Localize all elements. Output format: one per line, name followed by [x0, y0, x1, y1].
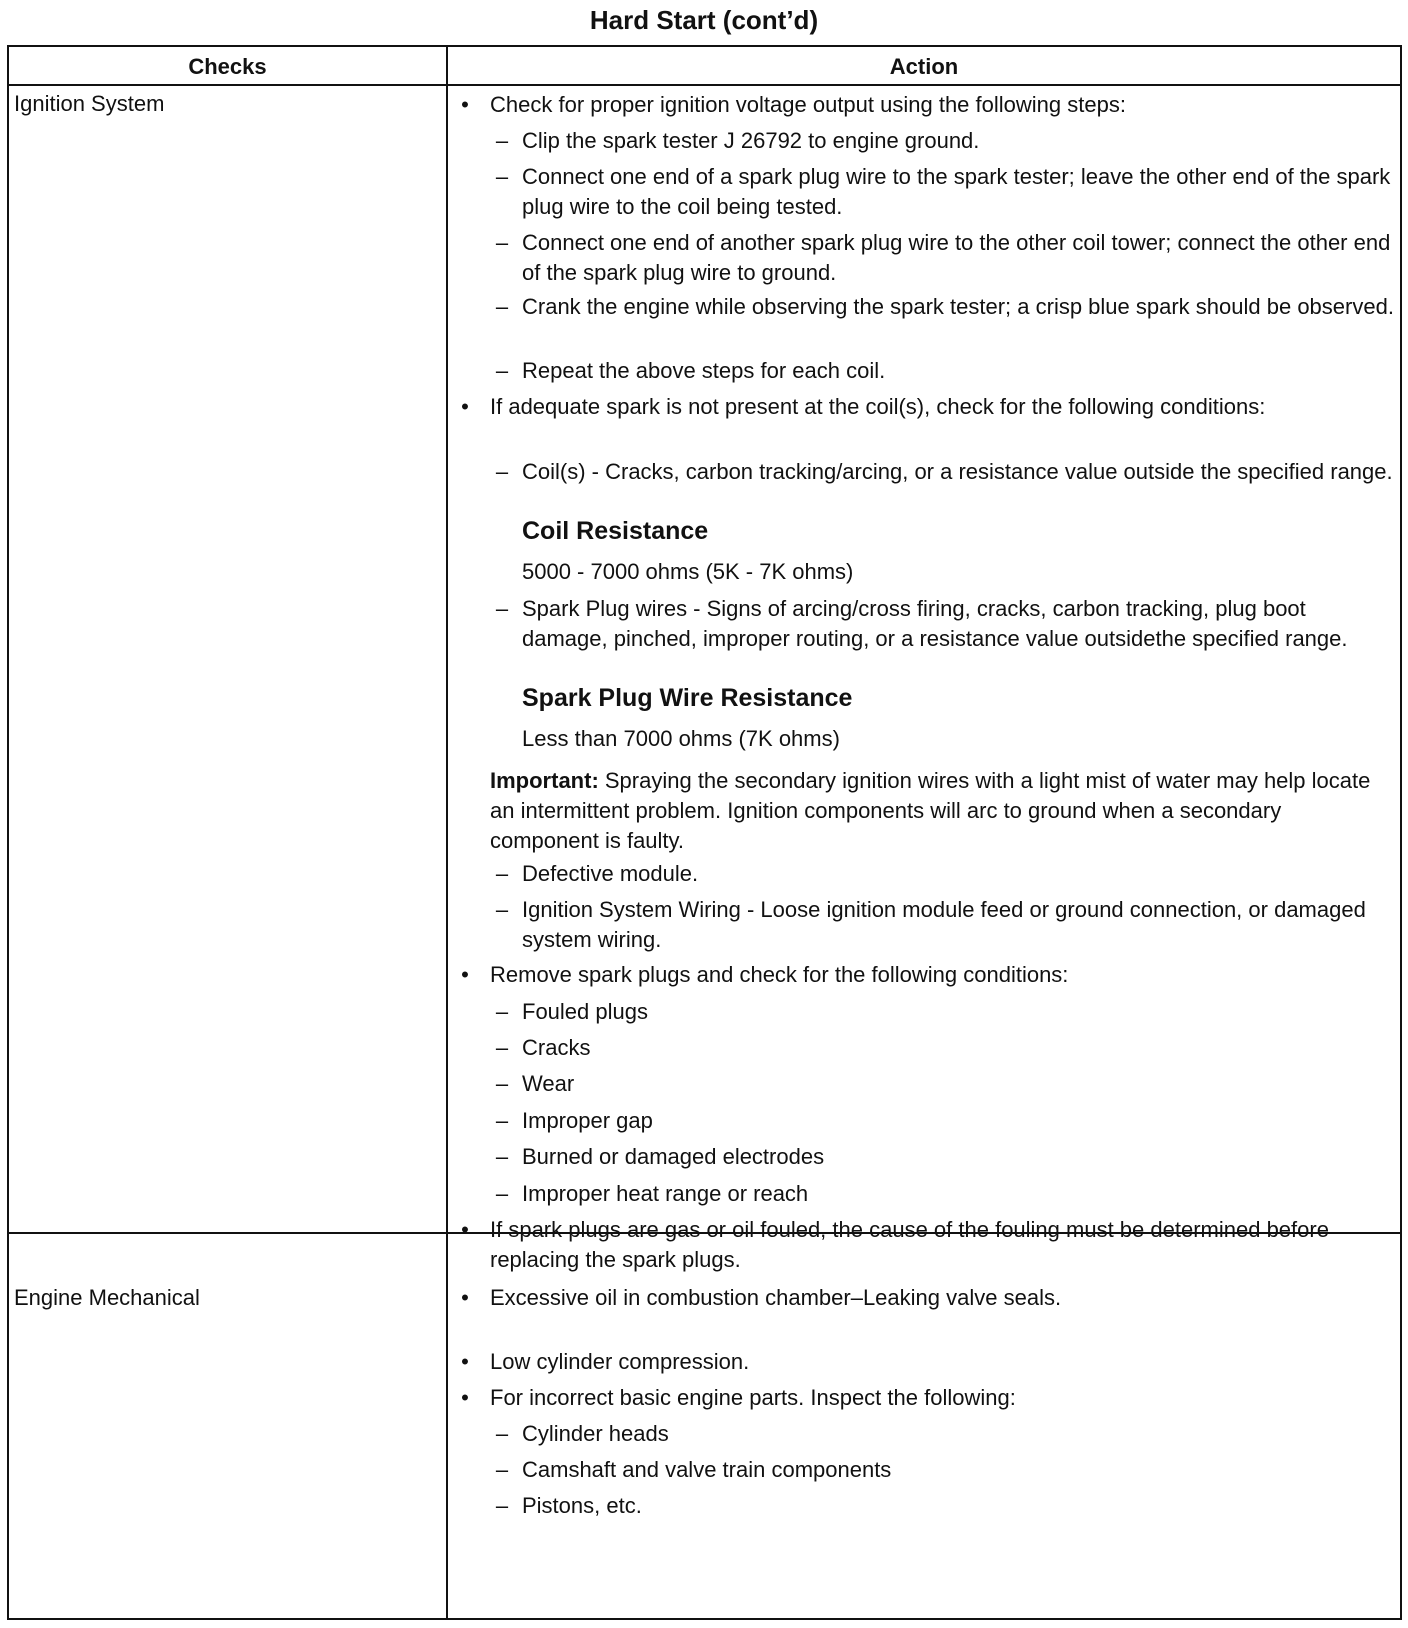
dash: – — [495, 358, 509, 383]
dash: – — [495, 861, 509, 886]
bullet: • — [461, 1285, 469, 1310]
action-bullet-text: If spark plugs are gas or oil fouled, the cause of the fouling must be determined before replacing the spark plugs. — [490, 1217, 1329, 1272]
dash: – — [495, 459, 509, 484]
action-bullet-text: Remove spark plugs and check for the following conditions: — [490, 962, 1069, 987]
inspect-item: Pistons, etc. — [522, 1493, 642, 1518]
column-divider — [446, 47, 448, 1618]
dash: – — [495, 294, 509, 319]
hard-start-table — [7, 45, 1402, 1620]
dash: – — [495, 230, 509, 255]
action-bullet-text: Excessive oil in combustion chamber–Leaking valve seals. — [490, 1285, 1062, 1310]
inspect-item: Cylinder heads — [522, 1421, 669, 1446]
dash: – — [495, 1108, 509, 1133]
condition-item: Cracks — [522, 1035, 591, 1060]
checks-header: Checks — [188, 54, 267, 79]
page-title: Hard Start (cont’d) — [589, 5, 819, 35]
important-note — [490, 766, 1394, 856]
dash: – — [495, 1421, 509, 1446]
important-text: Spraying the secondary ignition wires with a light mist of water may help locate an intermittent problem. Ignition components will arc to ground when a secondary component is faulty. — [490, 768, 1371, 853]
dash: – — [495, 1493, 509, 1518]
dash: – — [495, 1457, 509, 1482]
step-item: Connect one end of a spark plug wire to the spark tester; leave the other end of the spark plug wire to the coil being tested. — [522, 164, 1391, 219]
bullet: • — [461, 394, 469, 419]
action-bullet-text: For incorrect basic engine parts. Inspect the following: — [490, 1385, 1016, 1410]
step-item: Crank the engine while observing the spark tester; a crisp blue spark should be observed. — [522, 294, 1394, 319]
bullet: • — [461, 1385, 469, 1410]
condition-item: Improper heat range or reach — [522, 1181, 809, 1206]
action-header: Action — [889, 54, 959, 79]
spark-plug-wires-item: Spark Plug wires - Signs of arcing/cross firing, cracks, carbon tracking, plug boot damage, pinched, improper routing, or a resistance value outsidethe specified range. — [522, 596, 1348, 651]
wiring-item: Ignition System Wiring - Loose ignition module feed or ground connection, or damaged system wiring. — [522, 897, 1366, 952]
dash: – — [495, 164, 509, 189]
action-bullet-text: Check for proper ignition voltage output using the following steps: — [490, 92, 1126, 117]
dash: – — [495, 1035, 509, 1060]
module-item: Defective module. — [522, 861, 699, 886]
dash: – — [495, 596, 509, 621]
action-bullet-text: Low cylinder compression. — [490, 1349, 750, 1374]
bullet: • — [461, 92, 469, 117]
step-item: Clip the spark tester J 26792 to engine ground. — [522, 128, 980, 153]
check-ignition-system: Ignition System — [14, 91, 165, 116]
dash: – — [495, 1071, 509, 1096]
coil-resistance-heading: Coil Resistance — [522, 517, 709, 545]
dash: – — [495, 128, 509, 153]
bullet: • — [461, 962, 469, 987]
dash: – — [495, 897, 509, 922]
bullet: • — [461, 1349, 469, 1374]
wire-resistance-heading: Spark Plug Wire Resistance — [522, 684, 853, 712]
dash: – — [495, 999, 509, 1024]
condition-item: Improper gap — [522, 1108, 653, 1133]
dash: – — [495, 1181, 509, 1206]
condition-item: Wear — [522, 1071, 575, 1096]
condition-item: Burned or damaged electrodes — [522, 1144, 825, 1169]
dash: – — [495, 1144, 509, 1169]
wire-resistance-value: Less than 7000 ohms (7K ohms) — [522, 726, 840, 751]
bullet: • — [461, 1217, 469, 1242]
coil-resistance-value: 5000 - 7000 ohms (5K - 7K ohms) — [522, 559, 854, 584]
step-item: Connect one end of another spark plug wire to the other coil tower; connect the other end of the spark plug wire to ground. — [522, 230, 1391, 285]
action-bullet-text: If adequate spark is not present at the coil(s), check for the following conditions: — [490, 394, 1266, 419]
inspect-item: Camshaft and valve train components — [522, 1457, 892, 1482]
step-item: Repeat the above steps for each coil. — [522, 358, 886, 383]
important-label: Important: — [490, 768, 599, 793]
condition-item: Fouled plugs — [522, 999, 648, 1024]
coil-item: Coil(s) - Cracks, carbon tracking/arcing, or a resistance value outside the specified range. — [522, 459, 1393, 484]
check-engine-mechanical: Engine Mechanical — [14, 1285, 200, 1310]
